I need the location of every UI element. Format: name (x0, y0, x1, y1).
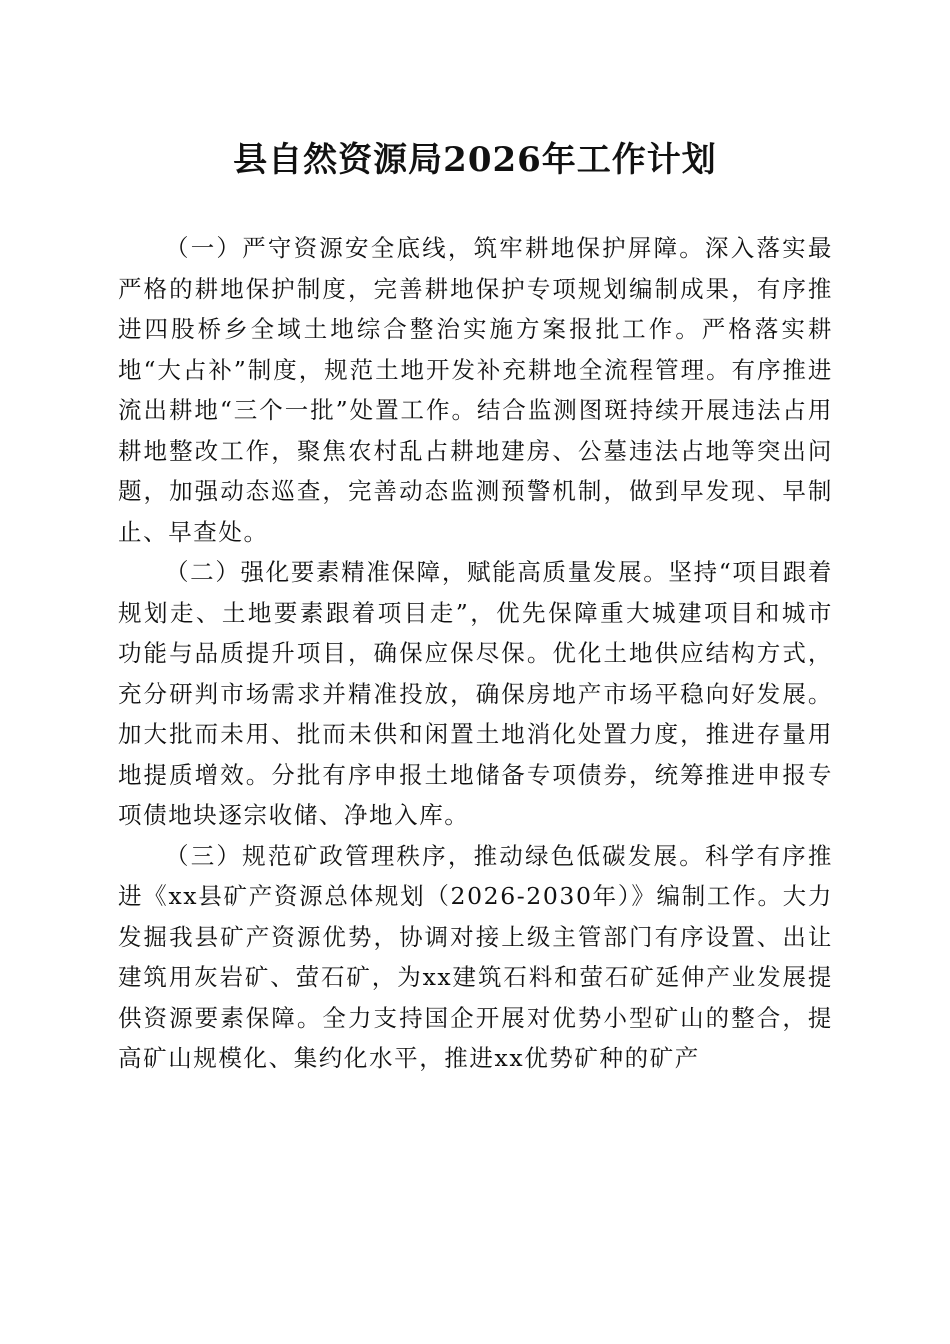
paragraph-2-text: 坚持“项目跟着规划走、土地要素跟着项目走”，优先保障重大城建项目和城市功能与品质提升项目，确保应保尽保。优化土地供应结构方式，充分研判市场需求并精准投放，确保房地产市场平稳向好发展。加大批而未用、批而未供和闲置土地消化处置力度，推进存量用地提质增效。分批有序申报土地储备专项债券，统筹推进申报专项债地块逐宗收储、净地入库。 (118, 558, 833, 829)
paragraph-1-text: 深入落实最严格的耕地保护制度，完善耕地保护专项规划编制成果，有序推进四股桥乡全域土地综合整治实施方案报批工作。严格落实耕地“大占补”制度，规范土地开发补充耕地全流程管理。有序推进流出耕地“三个一批”处置工作。结合监测图斑持续开展违法占用耕地整改工作，聚焦农村乱占耕地建房、公墓违法占地等突出问题，加强动态巡查，完善动态监测预警机制，做到早发现、早制止、早查处。 (118, 234, 833, 546)
paragraph-2-heading: （二）强化要素精准保障，赋能高质量发展。 (165, 558, 669, 586)
paragraph-3-heading: （三）规范矿政管理秩序，推动绿色低碳发展。 (165, 841, 706, 870)
document-body (118, 228, 833, 1079)
paragraph-1 (118, 228, 833, 552)
paragraph-3 (118, 836, 833, 1079)
document-title: 县自然资源局2026年工作计划 (233, 140, 717, 180)
paragraph-1-heading: （一）严守资源安全底线，筑牢耕地保护屏障。 (165, 234, 706, 262)
paragraph-3-text: 科学有序推进《xx县矿产资源总体规划（2026-2030年）》编制工作。大力发掘我县矿产资源优势，协调对接上级主管部门有序设置、出让建筑用灰岩矿、萤石矿，为xx建筑石料和萤石矿延伸产业发展提供资源要素保障。全力支持国企开展对优势小型矿山的整合，提高矿山规模化、集约化水平，推进xx优势矿种的矿产 (118, 841, 833, 1072)
paragraph-2 (118, 552, 833, 836)
